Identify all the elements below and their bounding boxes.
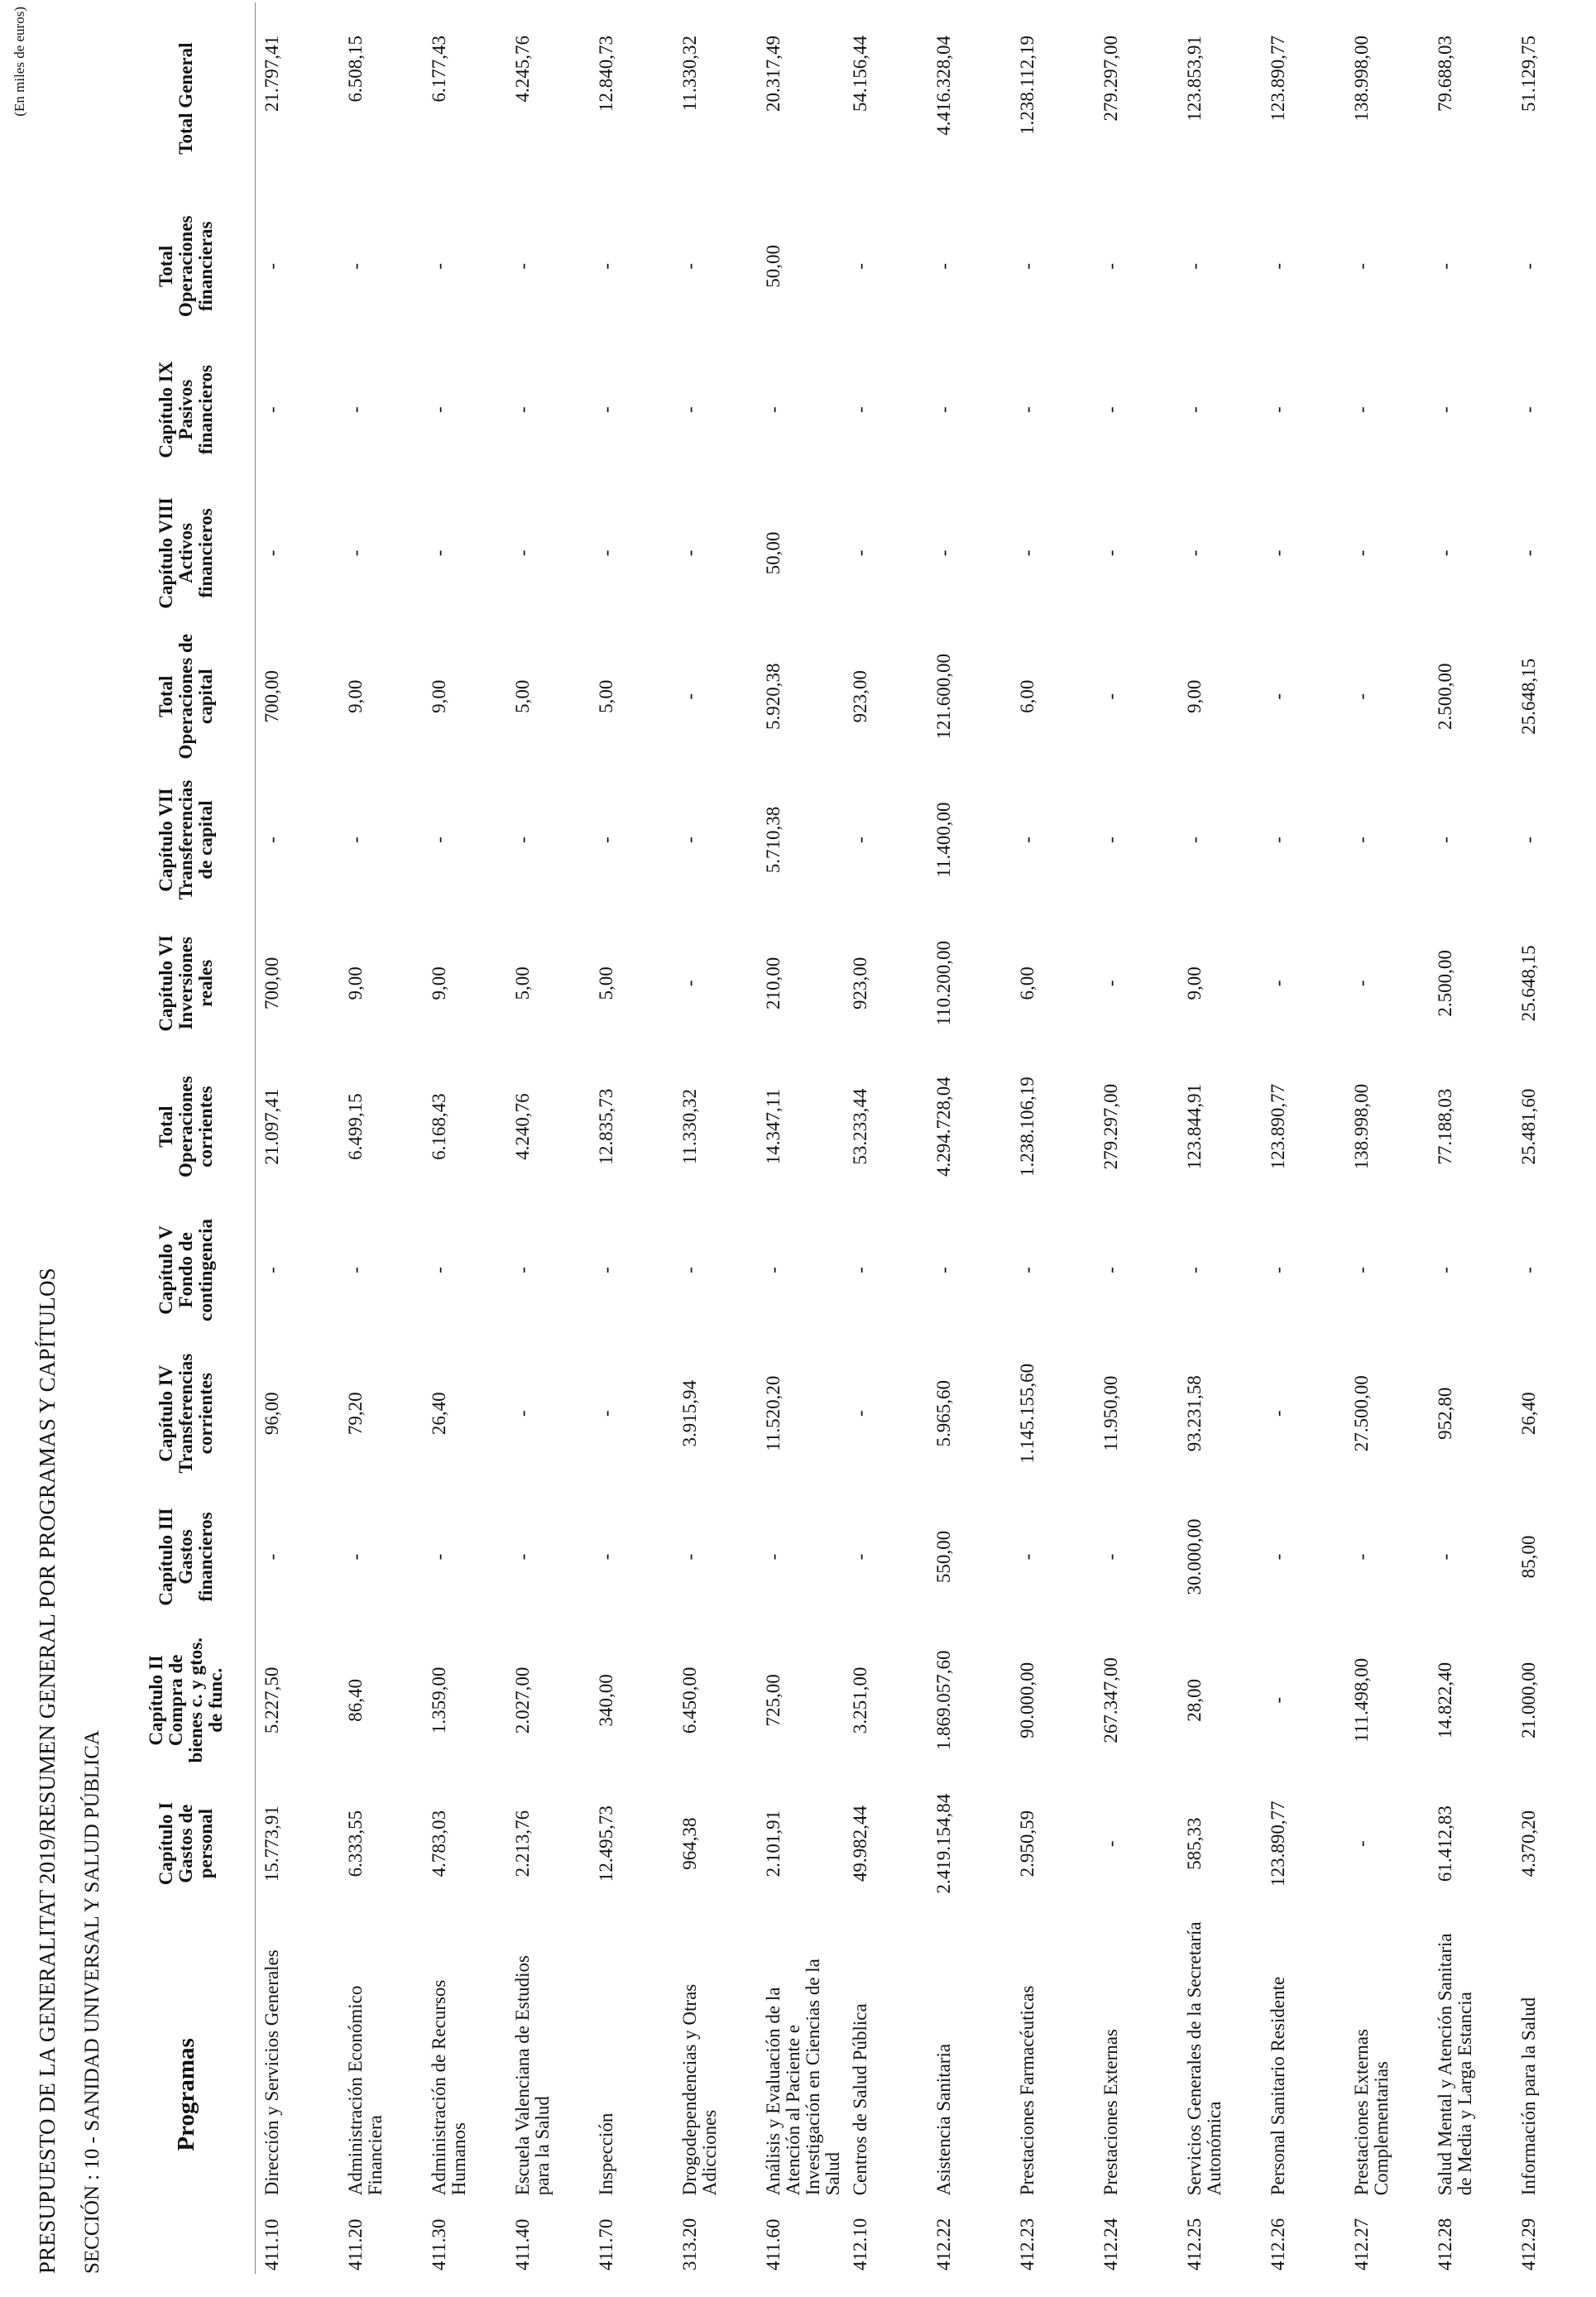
total-general-value: 279.297,00 — [1100, 36, 1121, 122]
cap1-value: 123.890,77 — [1267, 1801, 1288, 1887]
cap4-value: 26,40 — [429, 1392, 449, 1436]
program-name: Prestaciones Farmacéuticas — [1016, 1985, 1038, 2196]
program-code: 313.20 — [679, 2218, 700, 2271]
cap6-value: 923,00 — [849, 957, 870, 1009]
total-financieras-value: - — [596, 263, 616, 270]
cap7-value: - — [429, 837, 449, 843]
cap3-value: - — [1434, 1553, 1455, 1561]
cap3-value: - — [1350, 1553, 1372, 1561]
cap1-value: 4.370,20 — [1517, 1810, 1539, 1877]
header-cap8: Capítulo VIII Activos financieros — [117, 482, 256, 625]
cap2-value: 1.869.057,60 — [932, 1650, 954, 1751]
cap6-value: - — [1350, 980, 1372, 987]
header-total-financieras: Total Operaciones financieras — [117, 194, 256, 338]
cap3-value: - — [596, 1553, 616, 1561]
cap5-value: - — [849, 1267, 870, 1273]
cap6-value: 6,00 — [1016, 966, 1038, 1000]
total-financieras-value: - — [1183, 263, 1205, 270]
cap1-value: 2.101,91 — [763, 1810, 784, 1877]
program-name: Análisis y Evaluación de la Atención al Paciente e Investigación en Ciencias de la Salud — [763, 1959, 844, 2196]
total-general-value: 4.245,76 — [512, 36, 533, 103]
cap6-value: 110.200,00 — [932, 941, 954, 1026]
cap5-value: - — [429, 1267, 449, 1273]
cap6-value: - — [1100, 980, 1121, 987]
cap4-value: 3.915,94 — [679, 1379, 700, 1447]
header-cap4: Capítulo IV Transferencias corrientes — [117, 1342, 256, 1485]
cap8-value: - — [679, 549, 700, 557]
program-name: Centros de Salud Pública — [849, 2003, 870, 2196]
cap6-value: 700,00 — [261, 957, 282, 1009]
header-total-capital: Total Operaciones de capital — [117, 625, 256, 768]
cap5-value: - — [1517, 1267, 1539, 1273]
program-name: Inspección — [596, 2112, 616, 2196]
total-financieras-value: - — [1434, 263, 1455, 270]
cap5-value: - — [1350, 1267, 1372, 1273]
cap6-value: 5,00 — [596, 966, 616, 1000]
total-corrientes-value: 4.294.728,04 — [932, 1077, 954, 1177]
total-general-value: 123.890,77 — [1267, 36, 1288, 122]
cap9-value: - — [345, 406, 366, 413]
cap2-value: 3.251,00 — [849, 1666, 870, 1734]
total-capital-value: 25.648,15 — [1517, 658, 1539, 735]
cap1-value: 2.213,76 — [512, 1810, 533, 1877]
cap8-value: 50,00 — [763, 531, 784, 575]
cap4-value: 11.950,00 — [1100, 1375, 1121, 1451]
cap8-value: - — [1100, 549, 1121, 557]
total-financieras-value: - — [932, 263, 954, 270]
cap1-value: 15.773,91 — [261, 1805, 282, 1882]
total-general-value: 123.853,91 — [1183, 36, 1205, 122]
cap7-value: - — [1016, 837, 1038, 843]
cap8-value: - — [1350, 549, 1372, 557]
cap9-value: - — [512, 406, 533, 413]
cap3-value: - — [849, 1553, 870, 1561]
table-row — [673, 2, 757, 2274]
total-corrientes-value: 123.844,91 — [1183, 1083, 1205, 1170]
header-total-corrientes: Total Operaciones corrientes — [117, 1055, 256, 1198]
program-code: 412.26 — [1267, 2218, 1288, 2271]
header-cap3: Capítulo III Gastos financieros — [117, 1485, 256, 1628]
header-cap1: Capítulo I Gastos de personal — [117, 1772, 256, 1915]
cap8-value: - — [261, 549, 282, 557]
cap5-value: - — [763, 1267, 784, 1273]
total-corrientes-value: 6.168,43 — [429, 1093, 449, 1160]
program-code: 412.10 — [849, 2218, 870, 2271]
total-general-value: 51.129,75 — [1517, 36, 1539, 112]
cap8-value: - — [345, 549, 366, 557]
total-general-value: 21.797,41 — [261, 36, 282, 112]
cap9-value: - — [429, 406, 449, 413]
cap7-value: - — [512, 837, 533, 843]
cap4-value: 1.145.155,60 — [1016, 1363, 1038, 1464]
cap7-value: - — [261, 837, 282, 843]
table-header-row — [117, 2, 256, 2274]
total-financieras-value: - — [1267, 263, 1288, 270]
program-code: 411.10 — [261, 2218, 282, 2271]
cap4-value: - — [512, 1410, 533, 1417]
program-name: Dirección y Servicios Generales — [261, 1949, 282, 2196]
header-cap9: Capítulo IX Pasivos financieros — [117, 338, 256, 481]
total-corrientes-value: 11.330,32 — [679, 1089, 700, 1165]
cap6-value: 5,00 — [512, 966, 533, 1000]
total-corrientes-value: 12.835,73 — [596, 1088, 616, 1165]
total-corrientes-value: 53.233,44 — [849, 1088, 870, 1165]
total-capital-value: 9,00 — [429, 679, 449, 713]
cap8-value: - — [596, 549, 616, 557]
table-row — [1011, 2, 1095, 2274]
total-financieras-value: - — [1517, 263, 1539, 270]
program-name: Asistencia Sanitaria — [932, 2043, 954, 2196]
cap9-value: - — [932, 406, 954, 413]
cap2-value: 1.359,00 — [429, 1666, 449, 1734]
cap5-value: - — [932, 1267, 954, 1273]
total-corrientes-value: 279.297,00 — [1100, 1083, 1121, 1170]
total-capital-value: 5,00 — [512, 679, 533, 713]
cap3-value: - — [1267, 1553, 1288, 1561]
cap2-value: 340,00 — [596, 1674, 616, 1727]
cap6-value: 9,00 — [429, 966, 449, 1000]
total-capital-value: - — [1350, 693, 1372, 700]
total-general-value: 6.177,43 — [429, 36, 449, 103]
cap1-value: 49.982,44 — [849, 1805, 870, 1882]
program-code: 412.28 — [1434, 2218, 1455, 2271]
total-general-value: 1.238.112,19 — [1016, 36, 1038, 135]
cap1-value: 2.419.154,84 — [932, 1793, 954, 1894]
table-row — [506, 2, 590, 2274]
cap8-value: - — [512, 549, 533, 557]
program-code: 412.23 — [1016, 2218, 1038, 2271]
cap9-value: - — [1267, 406, 1288, 413]
program-name: Administración de Recursos Humanos — [429, 1979, 470, 2196]
total-financieras-value: - — [261, 263, 282, 270]
table-row — [1345, 2, 1429, 2274]
cap8-value: - — [429, 549, 449, 557]
total-capital-value: 121.600,00 — [932, 653, 954, 740]
cap6-value: 9,00 — [345, 966, 366, 1000]
total-financieras-value: 50,00 — [763, 244, 784, 288]
total-capital-value: 2.500,00 — [1434, 663, 1455, 730]
cap7-value: - — [596, 837, 616, 843]
cap5-value: - — [1100, 1267, 1121, 1273]
cap6-value: 9,00 — [1183, 966, 1205, 1000]
cap9-value: - — [1350, 406, 1372, 413]
total-corrientes-value: 25.481,60 — [1517, 1088, 1539, 1165]
cap2-value: 28,00 — [1183, 1678, 1205, 1722]
table-row — [1095, 2, 1178, 2274]
cap1-value: 585,33 — [1183, 1817, 1205, 1870]
header-total-general: Total General — [117, 2, 256, 194]
cap3-value: - — [1100, 1553, 1121, 1561]
cap7-value: - — [1183, 837, 1205, 843]
total-corrientes-value: 14.347,11 — [763, 1089, 784, 1165]
cap6-value: 2.500,00 — [1434, 950, 1455, 1017]
program-code: 411.30 — [429, 2218, 449, 2271]
cap4-value: 952,80 — [1434, 1387, 1455, 1440]
cap9-value: - — [1434, 406, 1455, 413]
cap8-value: - — [1267, 549, 1288, 557]
cap2-value: - — [1267, 1696, 1288, 1704]
table-row — [423, 2, 506, 2274]
total-capital-value: 9,00 — [1183, 679, 1205, 713]
cap9-value: - — [849, 406, 870, 413]
total-financieras-value: - — [1016, 263, 1038, 270]
table-row — [1178, 2, 1262, 2274]
header-cap2: Capítulo II Compra de bienes c. y gtos. de func. — [117, 1628, 256, 1772]
cap7-value: - — [1100, 837, 1121, 843]
page-title: PRESUPUESTO DE LA GENERALITAT 2019/RESUMEN GENERAL POR PROGRAMAS Y CAPÍTULOS — [35, 1268, 60, 2274]
cap2-value: 725,00 — [763, 1674, 784, 1727]
cap4-value: - — [1267, 1410, 1288, 1417]
total-corrientes-value: 6.499,15 — [345, 1093, 366, 1160]
total-capital-value: - — [1267, 693, 1288, 700]
cap3-value: - — [261, 1553, 282, 1561]
total-general-value: 20.317,49 — [763, 36, 784, 112]
program-name: Información para la Salud — [1517, 1997, 1539, 2196]
header-programas: Programas — [117, 1916, 256, 2274]
cap7-value: 11.400,00 — [932, 802, 954, 878]
total-general-value: 138.998,00 — [1350, 36, 1372, 122]
cap8-value: - — [1183, 549, 1205, 557]
cap4-value: 11.520,20 — [763, 1375, 784, 1451]
cap2-value: 2.027,00 — [512, 1666, 533, 1734]
total-capital-value: 9,00 — [345, 679, 366, 713]
cap6-value: - — [679, 980, 700, 987]
program-name: Salud Mental y Atención Sanitaria de Media y Larga Estancia — [1434, 1933, 1475, 2196]
cap3-value: - — [1016, 1553, 1038, 1561]
section-title: SECCIÓN : 10 - SANIDAD UNIVERSAL Y SALUD PÚBLICA — [81, 1730, 103, 2274]
program-code: 411.40 — [512, 2218, 533, 2271]
program-name: Servicios Generales de la Secretaría Autonómica — [1183, 1921, 1225, 2196]
total-general-value: 11.330,32 — [679, 36, 700, 112]
cap9-value: - — [679, 406, 700, 413]
program-code: 411.70 — [596, 2218, 616, 2271]
cap7-value: - — [679, 837, 700, 843]
program-name: Personal Sanitario Residente — [1267, 1976, 1288, 2196]
cap9-value: - — [1183, 406, 1205, 413]
table-row — [927, 2, 1011, 2274]
cap5-value: - — [345, 1267, 366, 1273]
table-row — [757, 2, 844, 2274]
cap4-value: 79,20 — [345, 1392, 366, 1436]
table-body — [256, 2, 1596, 2274]
cap1-value: 6.333,55 — [345, 1810, 366, 1877]
cap9-value: - — [1016, 406, 1038, 413]
program-code: 411.20 — [345, 2218, 366, 2271]
cap6-value: - — [1267, 980, 1288, 987]
total-general-value: 6.508,15 — [345, 36, 366, 103]
cap2-value: 86,40 — [345, 1678, 366, 1722]
header-cap7: Capítulo VII Transferencias de capital — [117, 768, 256, 911]
program-code: 412.22 — [932, 2218, 954, 2271]
cap5-value: - — [1434, 1267, 1455, 1273]
cap3-value: - — [512, 1553, 533, 1561]
total-capital-value: 6,00 — [1016, 679, 1038, 713]
total-capital-value: - — [679, 693, 700, 700]
total-general-value: 12.840,73 — [596, 36, 616, 112]
total-financieras-value: - — [1100, 263, 1121, 270]
total-capital-value: 5,00 — [596, 679, 616, 713]
total-corrientes-value: 123.890,77 — [1267, 1083, 1288, 1170]
cap2-value: 5.227,50 — [261, 1666, 282, 1734]
total-financieras-value: - — [512, 263, 533, 270]
total-financieras-value: - — [679, 263, 700, 270]
total-corrientes-value: 77.188,03 — [1434, 1088, 1455, 1165]
cap8-value: - — [1517, 549, 1539, 557]
cap5-value: - — [1183, 1267, 1205, 1273]
program-name: Drogodependencias y Otras Adicciones — [679, 1983, 721, 2196]
total-financieras-value: - — [849, 263, 870, 270]
table-row — [1429, 2, 1512, 2274]
cap6-value: 210,00 — [763, 957, 784, 1009]
cap4-value: 93.231,58 — [1183, 1375, 1205, 1452]
cap8-value: - — [849, 549, 870, 557]
program-name: Prestaciones Externas — [1100, 2029, 1121, 2196]
cap1-value: 61.412,83 — [1434, 1805, 1455, 1882]
cap9-value: - — [763, 406, 784, 413]
total-general-value: 79.688,03 — [1434, 36, 1455, 112]
cap7-value: - — [849, 837, 870, 843]
units-note: (En miles de euros) — [12, 7, 27, 117]
cap4-value: 26,40 — [1517, 1392, 1539, 1436]
cap1-value: - — [1350, 1840, 1372, 1847]
cap5-value: - — [261, 1267, 282, 1273]
table-row — [1512, 2, 1596, 2274]
cap2-value: 21.000,00 — [1517, 1662, 1539, 1738]
cap8-value: - — [1434, 549, 1455, 557]
cap9-value: - — [1100, 406, 1121, 413]
cap8-value: - — [932, 549, 954, 557]
cap4-value: - — [596, 1410, 616, 1417]
cap5-value: - — [1267, 1267, 1288, 1273]
cap4-value: 5.965,60 — [932, 1379, 954, 1447]
program-code: 412.25 — [1183, 2218, 1205, 2271]
table-row — [590, 2, 673, 2274]
cap7-value: - — [1267, 837, 1288, 843]
cap7-value: - — [1350, 837, 1372, 843]
cap3-value: 30.000,00 — [1183, 1518, 1205, 1595]
cap7-value: - — [1434, 837, 1455, 843]
total-financieras-value: - — [1350, 263, 1372, 270]
total-general-value: 54.156,44 — [849, 36, 870, 112]
cap3-value: 550,00 — [932, 1530, 954, 1584]
program-name: Prestaciones Externas Complementarias — [1350, 2029, 1392, 2196]
table-row — [339, 2, 423, 2274]
cap7-value: 5.710,38 — [763, 806, 784, 874]
program-code: 412.27 — [1350, 2218, 1372, 2271]
cap5-value: - — [679, 1267, 700, 1273]
program-name: Administración Económico Financiera — [345, 1985, 386, 2196]
table-row — [1262, 2, 1345, 2274]
cap1-value: 2.950,59 — [1016, 1810, 1038, 1877]
cap3-value: - — [429, 1553, 449, 1561]
cap2-value: 6.450,00 — [679, 1666, 700, 1734]
total-capital-value: - — [1100, 693, 1121, 700]
cap1-value: 12.495,73 — [596, 1805, 616, 1882]
program-code: 412.24 — [1100, 2218, 1121, 2271]
budget-table-wrapper — [117, 2, 1539, 2274]
program-code: 412.29 — [1517, 2218, 1539, 2271]
cap3-value: - — [763, 1553, 784, 1561]
total-capital-value: 923,00 — [849, 670, 870, 723]
cap5-value: - — [512, 1267, 533, 1273]
program-name: Escuela Valenciana de Estudios para la Salud — [512, 1955, 554, 2196]
cap7-value: - — [1517, 837, 1539, 843]
cap7-value: - — [345, 837, 366, 843]
cap4-value: - — [849, 1410, 870, 1417]
total-corrientes-value: 4.240,76 — [512, 1093, 533, 1160]
total-capital-value: 700,00 — [261, 670, 282, 723]
total-general-value: 4.416.328,04 — [932, 36, 954, 136]
header-cap5: Capítulo V Fondo de contingencia — [117, 1198, 256, 1341]
total-financieras-value: - — [429, 263, 449, 270]
cap2-value: 111.498,00 — [1350, 1657, 1372, 1743]
cap4-value: 27.500,00 — [1350, 1375, 1372, 1452]
cap9-value: - — [261, 406, 282, 413]
cap2-value: 90.000,00 — [1016, 1662, 1038, 1738]
cap1-value: - — [1100, 1840, 1121, 1847]
cap1-value: 964,38 — [679, 1817, 700, 1870]
total-capital-value: 5.920,38 — [763, 663, 784, 730]
cap2-value: 14.822,40 — [1434, 1662, 1455, 1738]
cap3-value: - — [345, 1553, 366, 1561]
total-corrientes-value: 21.097,41 — [261, 1088, 282, 1165]
cap9-value: - — [1517, 406, 1539, 413]
program-code: 411.60 — [763, 2218, 784, 2271]
cap3-value: 85,00 — [1517, 1535, 1539, 1579]
cap1-value: 4.783,03 — [429, 1810, 449, 1877]
total-corrientes-value: 1.238.106,19 — [1016, 1077, 1038, 1177]
cap4-value: 96,00 — [261, 1392, 282, 1436]
cap3-value: - — [679, 1553, 700, 1561]
total-corrientes-value: 138.998,00 — [1350, 1083, 1372, 1170]
cap2-value: 267.347,00 — [1100, 1657, 1121, 1743]
cap8-value: - — [1016, 549, 1038, 557]
table-row — [256, 2, 340, 2274]
cap5-value: - — [596, 1267, 616, 1273]
total-financieras-value: - — [345, 263, 366, 270]
table-row — [844, 2, 927, 2274]
cap9-value: - — [596, 406, 616, 413]
cap5-value: - — [1016, 1267, 1038, 1273]
header-cap6: Capítulo VI Inversiones reales — [117, 912, 256, 1055]
budget-table — [117, 2, 1596, 2274]
cap6-value: 25.648,15 — [1517, 945, 1539, 1022]
